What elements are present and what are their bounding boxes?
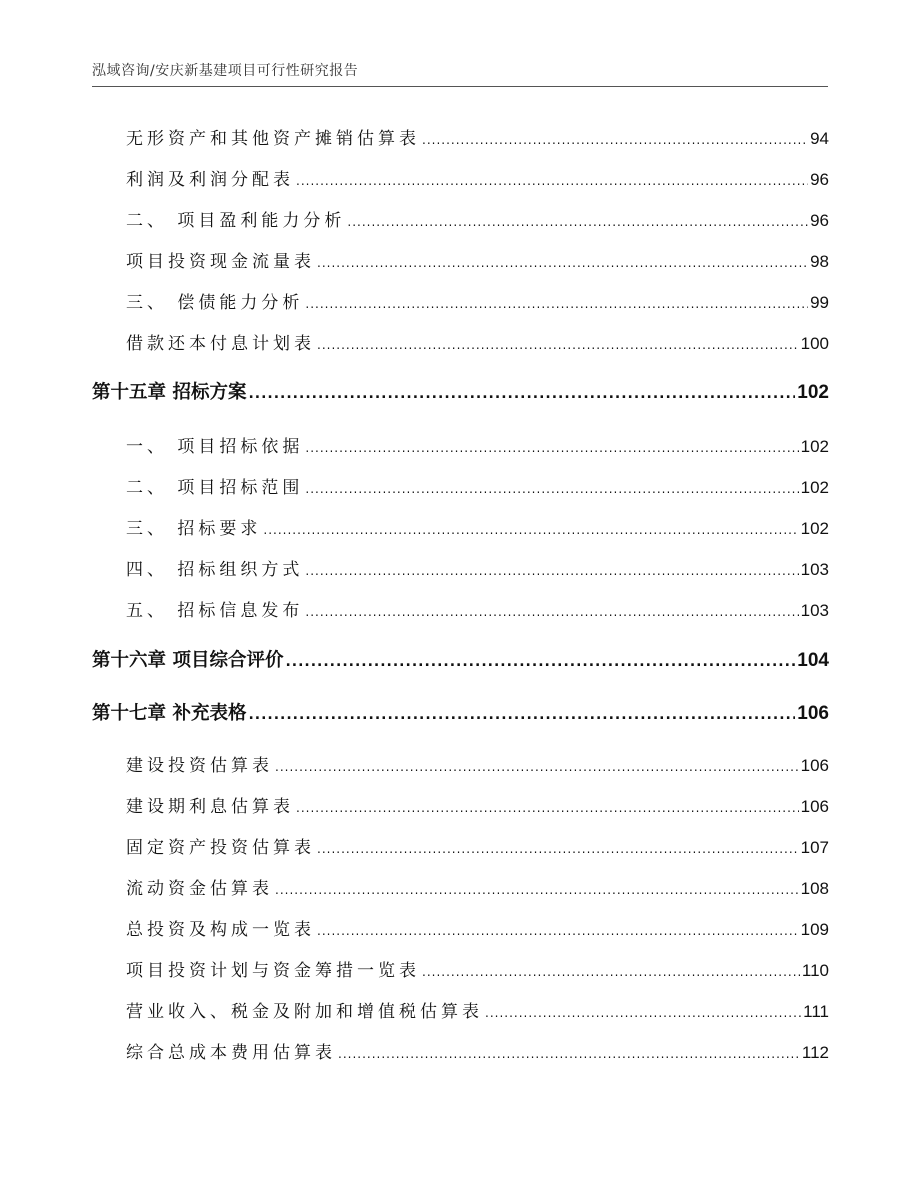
toc-entry-page-number: 106	[800, 797, 829, 816]
dot-leader	[248, 386, 795, 402]
toc-entry-page-number: 99	[810, 293, 829, 312]
toc-entry-title: 五、 招标信息发布	[126, 601, 304, 621]
toc-entry-title: 四、 招标组织方式	[126, 560, 304, 580]
toc-entry-title: 固定资产投资估算表	[126, 838, 315, 858]
toc-entry-title: 项目投资计划与资金筹措一览表	[126, 961, 420, 981]
dot-leader	[338, 1047, 800, 1061]
toc-chapter-entry[interactable]	[92, 378, 829, 404]
dot-leader	[296, 174, 808, 188]
dot-leader	[317, 256, 808, 270]
toc-entry-page-number: 108	[800, 879, 829, 898]
dot-leader	[296, 801, 799, 815]
toc-entry[interactable]	[126, 124, 829, 149]
toc-entry-page-number: 107	[800, 838, 829, 857]
toc-entry-page-number: 98	[810, 252, 829, 271]
toc-entry-title: 总投资及构成一览表	[126, 920, 315, 940]
toc-entry-page-number: 103	[800, 560, 829, 579]
toc-entry-title: 第十五章 招标方案	[92, 382, 247, 403]
dot-leader	[317, 842, 799, 856]
toc-entry-page-number: 109	[800, 920, 829, 939]
toc-entry-page-number: 106	[797, 703, 829, 724]
toc-entry[interactable]	[126, 751, 829, 776]
dot-leader	[248, 707, 795, 723]
toc-entry[interactable]	[126, 915, 829, 940]
toc-entry[interactable]	[126, 833, 829, 858]
header-divider	[92, 86, 828, 87]
toc-entry[interactable]	[126, 1038, 829, 1063]
dot-leader	[305, 605, 798, 619]
toc-entry[interactable]	[126, 874, 829, 899]
toc-entry[interactable]	[126, 596, 829, 621]
toc-entry[interactable]	[126, 956, 829, 981]
toc-entry-title: 三、 招标要求	[126, 519, 262, 539]
dot-leader	[263, 523, 798, 537]
toc-entry-page-number: 104	[797, 650, 829, 671]
toc-entry-title: 一、 项目招标依据	[126, 437, 304, 457]
toc-entry[interactable]	[126, 165, 829, 190]
dot-leader	[422, 133, 808, 147]
toc-chapter-entry[interactable]	[92, 646, 829, 672]
dot-leader	[275, 883, 799, 897]
toc-entry-page-number: 106	[800, 756, 829, 775]
dot-leader	[485, 1006, 801, 1020]
toc-entry-title: 无形资产和其他资产摊销估算表	[126, 129, 420, 149]
toc-entry-title: 二、 项目盈利能力分析	[126, 211, 346, 231]
toc-entry-page-number: 112	[801, 1043, 829, 1062]
toc-entry-title: 第十六章 项目综合评价	[92, 650, 284, 671]
toc-entry[interactable]	[126, 473, 829, 498]
toc-entry-title: 项目投资现金流量表	[126, 252, 315, 272]
toc-entry-title: 借款还本付息计划表	[126, 334, 315, 354]
dot-leader	[305, 564, 798, 578]
dot-leader	[347, 215, 808, 229]
toc-entry[interactable]	[126, 288, 829, 313]
toc-entry-page-number: 94	[810, 129, 829, 148]
dot-leader	[305, 441, 798, 455]
dot-leader	[422, 965, 800, 979]
dot-leader	[317, 924, 799, 938]
toc-entry-title: 建设投资估算表	[126, 756, 273, 776]
toc-entry-page-number: 110	[801, 961, 829, 980]
toc-entry[interactable]	[126, 997, 829, 1022]
toc-entry-page-number: 111	[803, 1002, 829, 1021]
toc-entry[interactable]	[126, 206, 829, 231]
dot-leader	[317, 338, 799, 352]
toc-entry-page-number: 102	[800, 437, 829, 456]
dot-leader	[275, 760, 799, 774]
toc-entry-title: 第十七章 补充表格	[92, 703, 247, 724]
toc-entry-title: 综合总成本费用估算表	[126, 1043, 336, 1063]
toc-entry-page-number: 96	[810, 170, 829, 189]
toc-entry[interactable]	[126, 247, 829, 272]
toc-entry[interactable]	[126, 432, 829, 457]
toc-entry[interactable]	[126, 514, 829, 539]
toc-entry-page-number: 102	[800, 478, 829, 497]
toc-entry-page-number: 103	[800, 601, 829, 620]
toc-chapter-entry[interactable]	[92, 699, 829, 725]
dot-leader	[305, 482, 798, 496]
toc-entry-page-number: 102	[800, 519, 829, 538]
toc-entry[interactable]	[126, 792, 829, 817]
toc-entry[interactable]	[126, 329, 829, 354]
dot-leader	[285, 654, 795, 670]
toc-entry-title: 二、 项目招标范围	[126, 478, 304, 498]
toc-entry-title: 建设期利息估算表	[126, 797, 294, 817]
toc-entry-page-number: 96	[810, 211, 829, 230]
toc-entry-title: 利润及利润分配表	[126, 170, 294, 190]
toc-entry-page-number: 100	[800, 334, 829, 353]
toc-entry-title: 营业收入、税金及附加和增值税估算表	[126, 1002, 483, 1022]
toc-entry-title: 三、 偿债能力分析	[126, 293, 304, 313]
dot-leader	[305, 297, 808, 311]
toc-entry-title: 流动资金估算表	[126, 879, 273, 899]
toc-entry[interactable]	[126, 555, 829, 580]
running-header: 泓域咨询/安庆新基建项目可行性研究报告	[92, 63, 359, 79]
toc-entry-page-number: 102	[797, 382, 829, 403]
